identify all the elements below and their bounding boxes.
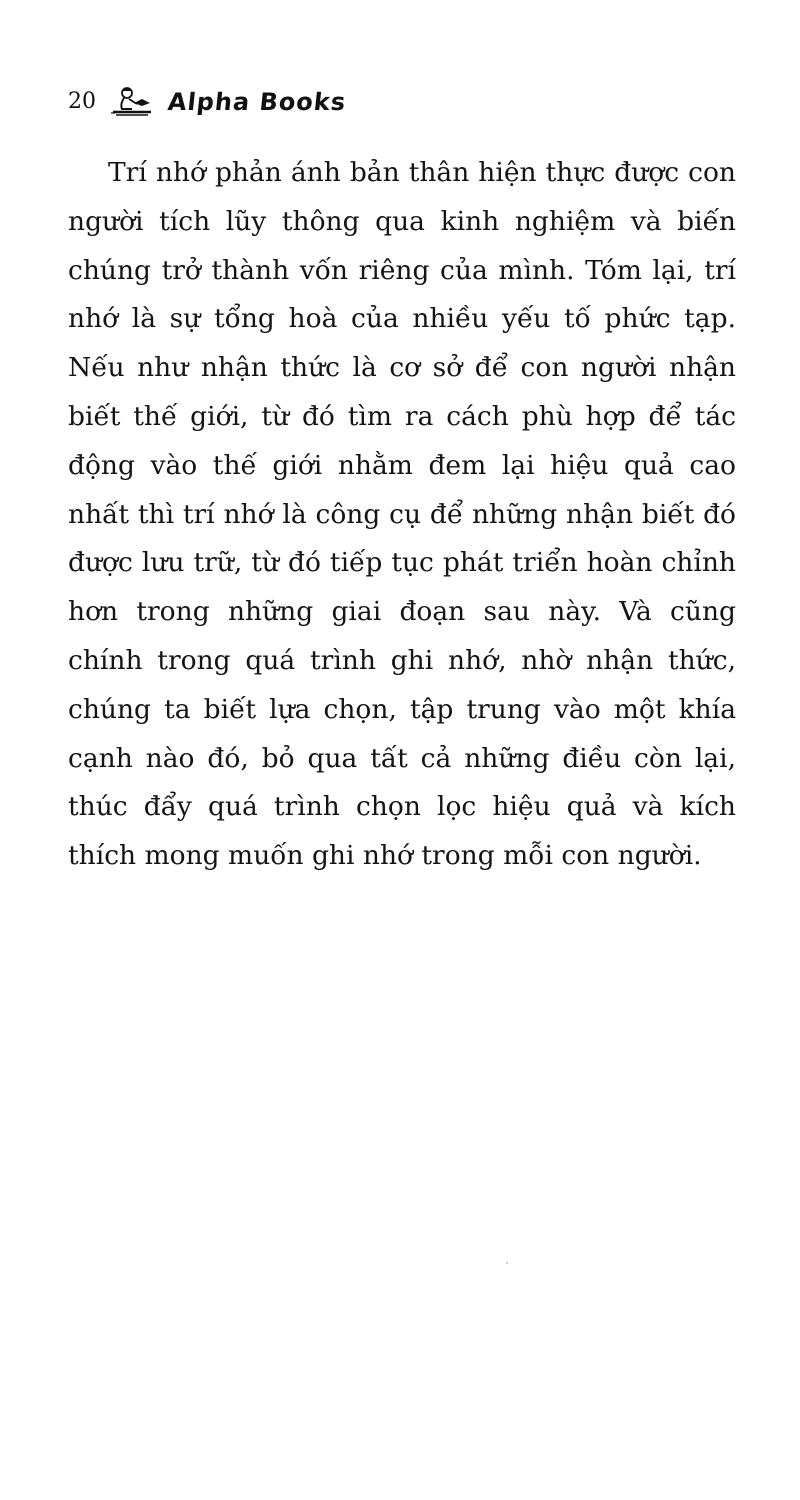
page-number: 20: [68, 89, 96, 114]
publisher-logo-text: Alpha Books: [166, 88, 348, 116]
body-paragraph: Trí nhớ phản ánh bản thân hiện thực được con người tích lũy thông qua kinh nghiệm và biến chúng trở thành vốn riêng của mình. Tóm lại, trí nhớ là sự tổng hoà của nhiều yếu tố phức tạp. Nếu như nhận thức là cơ sở để con người nhận biết thế giới, từ đó tìm ra cách phù hợp để tác động vào thế giới nhằm đem lại hiệu quả cao nhất thì trí nhớ là công cụ để những nhận biết đó được lưu trữ, từ đó tiếp tục phát triển hoàn chỉnh hơn trong những giai đoạn sau này. Và cũng chính trong quá trình ghi nhớ, nhờ nhận thức, chúng ta biết lựa chọn, tập trung vào một khía cạnh nào đó, bỏ qua tất cả những điều còn lại, thúc đẩy quá trình chọn lọc hiệu quả và kích thích mong muốn ghi nhớ trong mỗi con người.: [68, 157, 736, 872]
reading-figure-icon: [110, 85, 154, 119]
page-header: [68, 82, 346, 122]
scan-speck: [506, 1262, 508, 1264]
